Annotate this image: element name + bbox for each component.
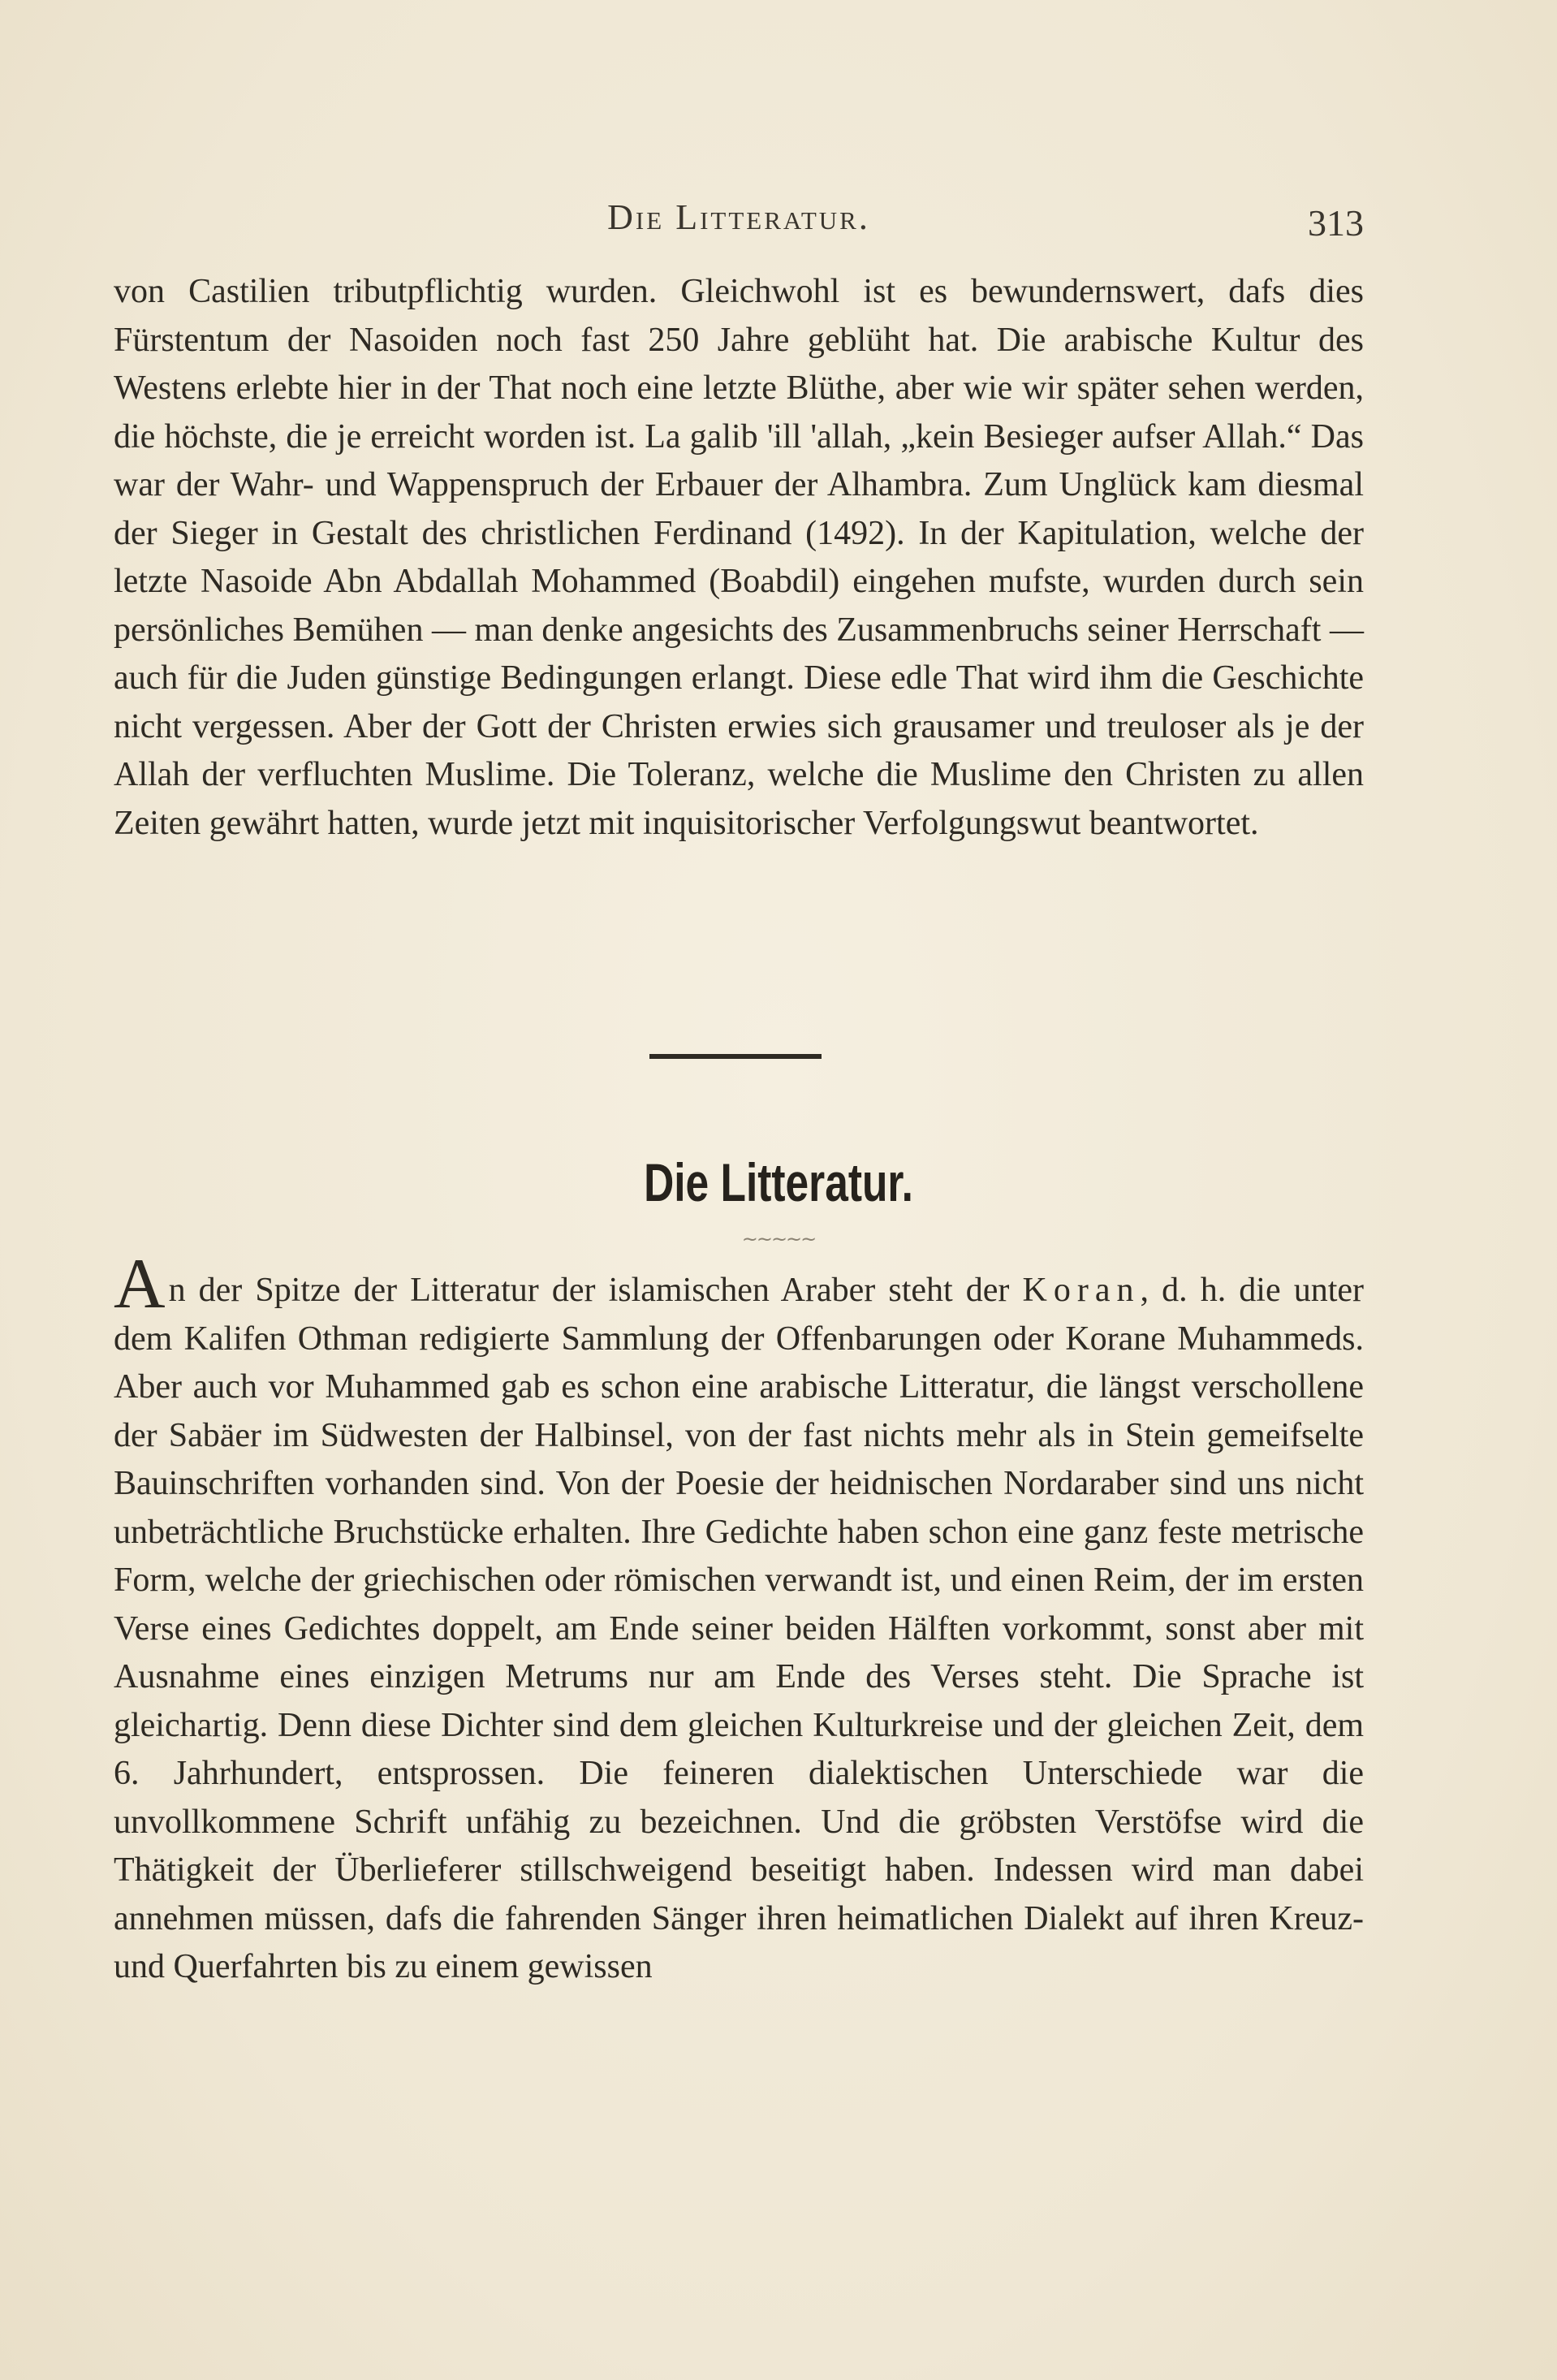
running-title: Die Litteratur. bbox=[607, 197, 870, 237]
page-number: 313 bbox=[1308, 202, 1364, 244]
paragraph-lead: n der Spitze der Litteratur der islamischen Araber steht der bbox=[168, 1272, 1023, 1309]
drop-cap: A bbox=[114, 1245, 166, 1324]
paragraph-continuation bbox=[114, 268, 1364, 848]
section-divider-rule bbox=[649, 1054, 822, 1059]
running-head bbox=[114, 197, 1364, 245]
paragraph-body: , d. h. die unter dem Kalifen Othman redigierte Sammlung der Offenbarungen oder Korane Muhammeds. Aber auch vor Muhammed gab es schon eine arabische Litteratur, die längst verschollene der Sabäer im Südwesten der Halbinsel, von der fast nichts mehr als in Stein gemeifselte Bauinschriften vorhanden sind. Von der Poesie der heidnischen Nordaraber sind uns nicht unbeträchtliche Bruchstücke erhalten. Ihre Gedichte haben schon eine ganz feste metrische Form, welche der griechischen oder römischen verwandt ist, und einen Reim, der im ersten Verse eines Gedichtes doppelt, am Ende seiner beiden Hälften vorkommt, sonst aber mit Ausnahme eines einzigen Metrums nur am Ende des Verses steht. Die Sprache ist gleichartig. Denn diese Dichter sind dem gleichen Kulturkreise und der gleichen Zeit, dem 6. Jahrhundert, entsprossen. Die feineren dialektischen Unterschiede war die unvollkommene Schrift unfähig zu bezeichnen. Und die gröbsten Verstöfse wird die Thätigkeit der Überlieferer stillschweigend beseitigt haben. Indessen wird man dabei annehmen müssen, dafs die fahrenden Sänger ihren heimatlichen Dialekt auf ihren Kreuz- und Querfahrten bis zu einem gewissen bbox=[114, 1272, 1365, 1985]
paragraph-section-start bbox=[114, 1245, 1365, 1992]
paragraph-text: von Castilien tributpflichtig wurden. Gleichwohl ist es bewundernswert, dafs dies Fürstentum der Nasoiden noch fast 250 Jahre geblüht hat. Die arabische Kultur des Westens erlebte hier in der That noch eine letzte Blüthe, aber wie wir später sehen werden, die höchste, die je erreicht worden ist. La galib 'ill 'allah, „kein Besieger aufser Allah.“ Das war der Wahr- und Wappenspruch der Erbauer der Alhambra. Zum Unglück kam diesmal der Sieger in Gestalt des christlichen Ferdinand (1492). In der Kapitulation, welche der letzte Nasoide Abn Abdallah Mohammed (Boabdil) eingehen mufste, wurden durch sein persönliches Bemühen — man denke angesichts des Zusammenbruchs seiner Herrschaft — auch für die Juden günstige Bedingungen erlangt. Diese edle That wird ihm die Geschichte nicht vergessen. Aber der Gott der Christen erwies sich grausamer und treuloser als je der Allah der verfluchten Muslime. Die Toleranz, welche die Muslime den Christen zu allen Zeiten gewährt hatten, wurde jetzt mit inquisitorischer Verfolgungswut beantwortet. bbox=[114, 273, 1364, 842]
paragraph-opening bbox=[114, 1245, 1365, 1992]
section-title: Die Litteratur. bbox=[644, 1152, 913, 1212]
koran-emphasis: Koran bbox=[1022, 1272, 1141, 1309]
title-ornament: ~~~~~ bbox=[741, 1228, 816, 1250]
